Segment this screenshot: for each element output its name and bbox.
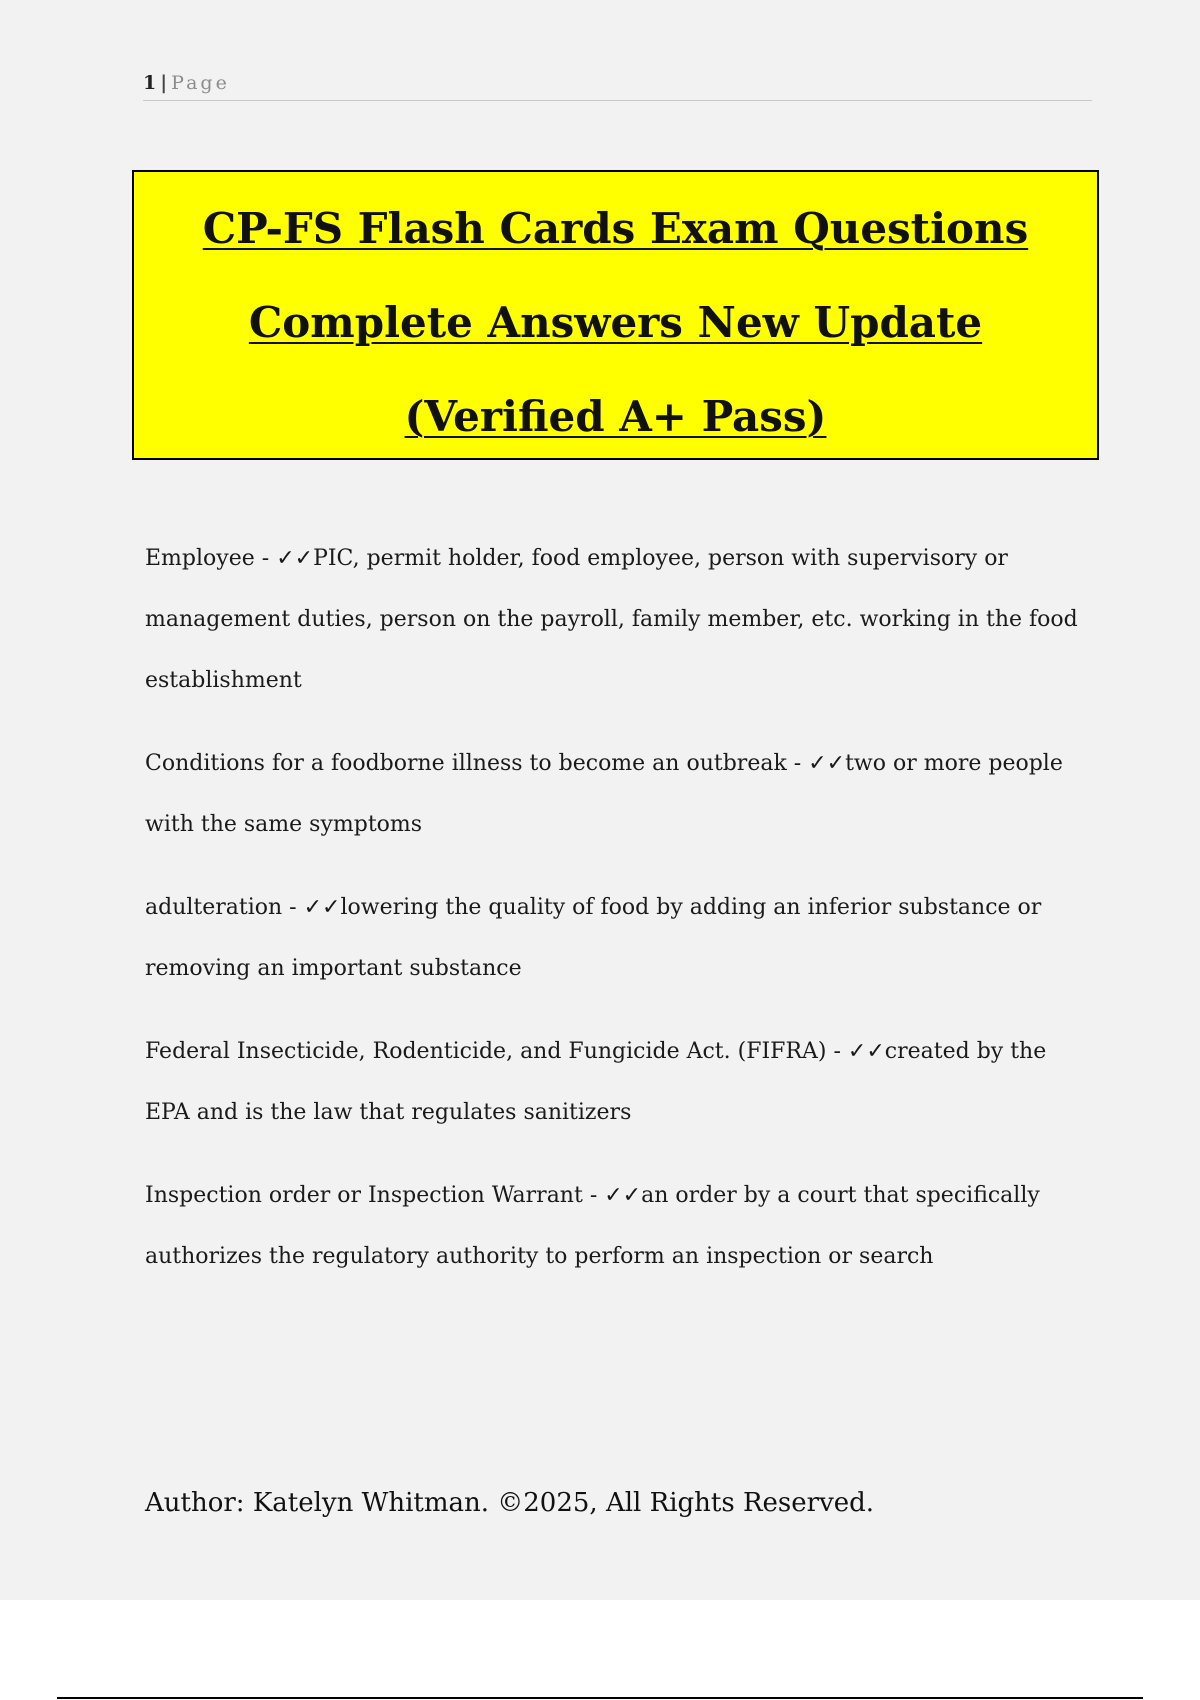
entry-definition: two or more people with the same symptoms xyxy=(145,751,1063,837)
author-credit: Author: Katelyn Whitman. ©2025, All Rights Reserved. xyxy=(145,1488,875,1518)
flashcard-entry-adulteration xyxy=(145,877,1095,999)
flashcard-list xyxy=(145,528,1095,1305)
entry-definition: an order by a court that specifically authorizes the regulatory authority to perform an inspection or search xyxy=(145,1183,1040,1269)
page-header xyxy=(143,72,1092,101)
entry-term: Inspection order or Inspection Warrant - xyxy=(145,1183,605,1208)
entry-term: Conditions for a foodborne illness to become an outbreak - xyxy=(145,751,809,776)
double-check-icon: ✓✓ xyxy=(303,895,341,920)
page-separator: | xyxy=(160,72,168,94)
title-box xyxy=(132,170,1099,460)
flashcard-entry-employee xyxy=(145,528,1095,711)
title-line-1: CP-FS Flash Cards Exam Questions xyxy=(202,204,1029,253)
entry-term: adulteration - xyxy=(145,895,304,920)
double-check-icon: ✓✓ xyxy=(604,1183,642,1208)
entry-definition: created by the EPA and is the law that regulates sanitizers xyxy=(145,1039,1047,1125)
double-check-icon: ✓✓ xyxy=(808,751,846,776)
entry-term: Employee - xyxy=(145,546,277,571)
entry-term: Federal Insecticide, Rodenticide, and Fungicide Act. (FIFRA) - xyxy=(145,1039,848,1064)
entry-definition: PIC, permit holder, food employee, person with supervisory or management duties, person on the payroll, family member, etc. working in the food establishment xyxy=(145,546,1078,693)
title-line-2: Complete Answers New Update xyxy=(248,298,983,347)
flashcard-entry-fifra xyxy=(145,1021,1095,1143)
flashcard-entry-outbreak xyxy=(145,733,1095,855)
entry-definition: lowering the quality of food by adding an inferior substance or removing an important substance xyxy=(145,895,1042,981)
bottom-divider xyxy=(57,1697,1143,1699)
double-check-icon: ✓✓ xyxy=(276,546,314,571)
page-label: Page xyxy=(171,72,230,94)
page-number: 1 xyxy=(143,72,157,94)
double-check-icon: ✓✓ xyxy=(847,1039,885,1064)
flashcard-entry-inspection xyxy=(145,1165,1095,1287)
title-line-3: (Verified A+ Pass) xyxy=(404,392,827,441)
